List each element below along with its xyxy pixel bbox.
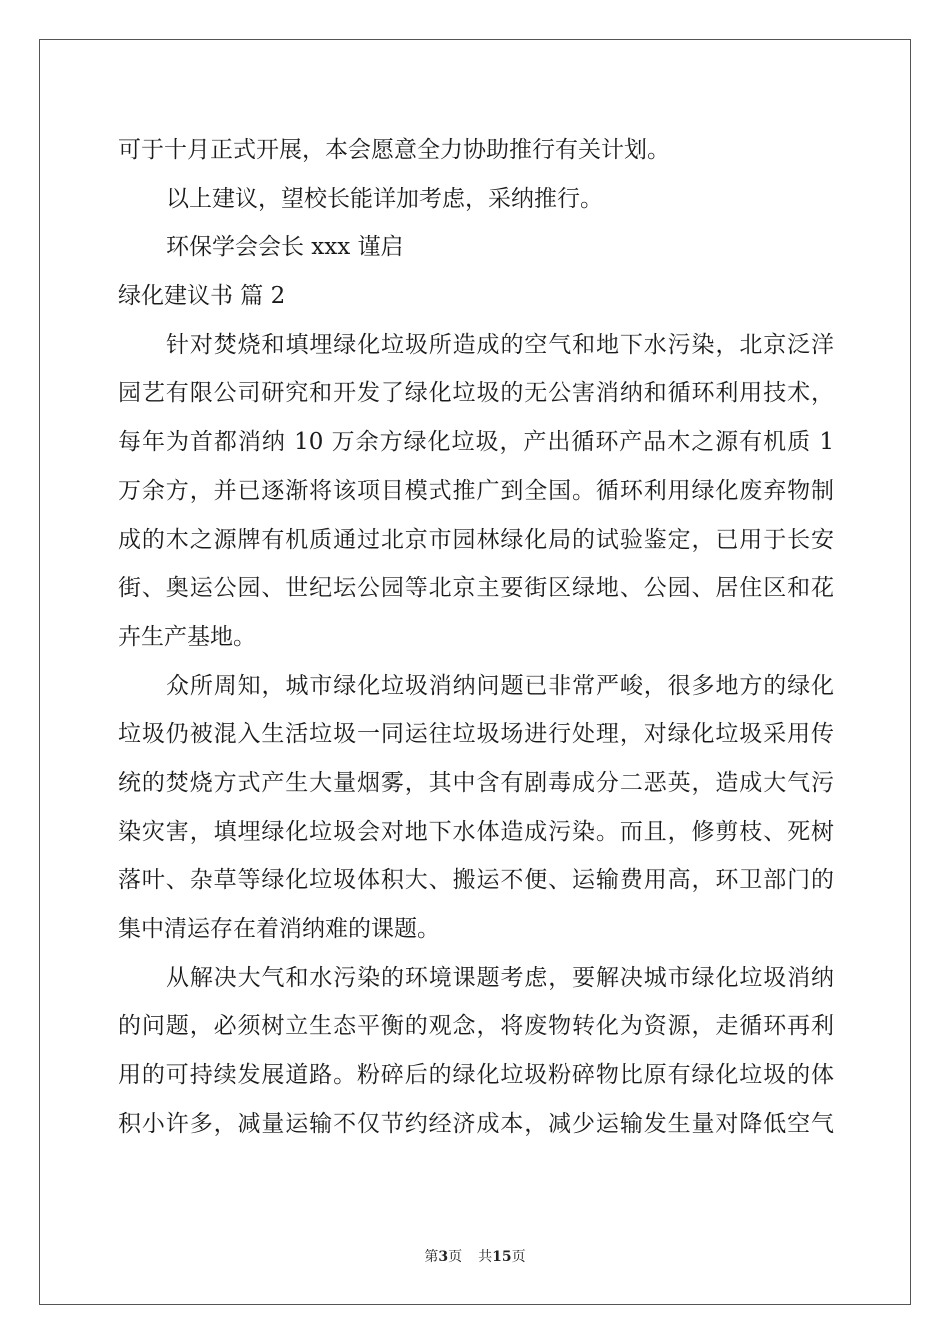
text-line: 染灾害，填埋绿化垃圾会对地下水体造成污染。而且，修剪枝、死树 [118,818,834,845]
current-page-number: 3 [438,1249,449,1265]
text-line: 的问题，必须树立生态平衡的观念，将废物转化为资源，走循环再利 [118,1013,834,1040]
text-line: 用的可持续发展道路。粉碎后的绿化垃圾粉碎物比原有绿化垃圾的体 [118,1062,834,1089]
text-line: 以上建议，望校长能详加考虑，采纳推行。 [166,185,603,212]
text-line: 落叶、杂草等绿化垃圾体积大、搬运不便、运输费用高，环卫部门的 [118,867,834,894]
text-line: 针对焚烧和填埋绿化垃圾所造成的空气和地下水污染，北京泛洋 [166,331,834,358]
text-line: 垃圾仍被混入生活垃圾一同运往垃圾场进行处理，对绿化垃圾采用传 [118,721,834,748]
footer-page-unit: 页 [448,1249,463,1265]
document-body [118,126,834,1148]
footer-total-unit: 页 [511,1249,526,1265]
text-line: 街、奥运公园、世纪坛公园等北京主要街区绿地、公园、居住区和花 [118,575,834,602]
footer-prefix: 第 [424,1249,439,1265]
text-line: 积小许多，减量运输不仅节约经济成本，减少运输发生量对降低空气 [118,1110,834,1137]
page-footer [0,1246,950,1266]
text-line: 园艺有限公司研究和开发了绿化垃圾的无公害消纳和循环利用技术， [118,380,834,407]
text-line: 环保学会会长 xxx 谨启 [166,234,404,261]
text-line: 众所周知，城市绿化垃圾消纳问题已非常严峻，很多地方的绿化 [166,672,834,699]
text-line: 统的焚烧方式产生大量烟雾，其中含有剧毒成分二恶英，造成大气污 [118,769,834,796]
text-line: 可于十月正式开展，本会愿意全力协助推行有关计划。 [118,137,670,163]
total-page-number: 15 [492,1249,512,1265]
text-line: 集中清运存在着消纳难的课题。 [118,916,440,942]
text-line: 成的木之源牌有机质通过北京市园林绿化局的试验鉴定，已用于长安 [118,526,834,553]
text-line: 从解决大气和水污染的环境课题考虑，要解决城市绿化垃圾消纳 [166,964,834,991]
text-line: 卉生产基地。 [118,623,256,650]
text-line: 每年为首都消纳 10 万余方绿化垃圾，产出循环产品木之源有机质 1 [118,429,834,456]
section-heading: 绿化建议书 篇 2 [118,283,286,310]
text-line: 万余方，并已逐渐将该项目模式推广到全国。循环利用绿化废弃物制 [118,477,834,504]
footer-total-prefix: 共 [478,1249,493,1265]
